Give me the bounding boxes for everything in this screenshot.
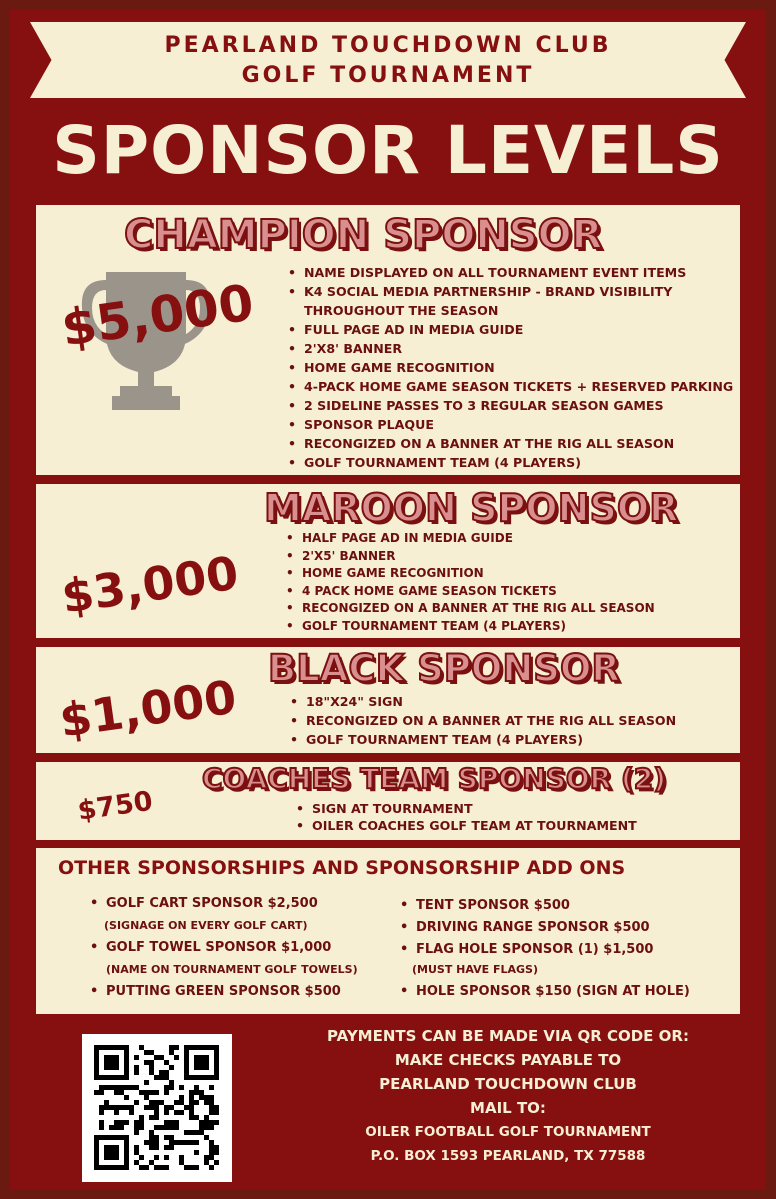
list-item: • RECONGIZED ON A BANNER AT THE RIG ALL SEASON xyxy=(284,600,724,618)
qr-code-pattern xyxy=(82,1034,232,1182)
payment-info xyxy=(278,1024,738,1168)
coaches-benefits xyxy=(294,800,714,834)
maroon-title: MAROON SPONSOR xyxy=(264,486,679,530)
list-item: • RECONGIZED ON A BANNER AT THE RIG ALL SEASON xyxy=(288,711,728,730)
list-item: • 2'X8' BANNER xyxy=(286,339,736,358)
list-item: • GOLF TOWEL SPONSOR $1,000 xyxy=(88,939,388,957)
payment-line: PEARLAND TOUCHDOWN CLUB xyxy=(379,1075,637,1093)
black-benefits xyxy=(288,692,728,749)
black-title: BLACK SPONSOR xyxy=(268,647,620,690)
list-item: • TENT SPONSOR $500 xyxy=(398,895,728,917)
list-item: • GOLF TOURNAMENT TEAM (4 PLAYERS) xyxy=(286,453,736,472)
other-right-list xyxy=(398,895,728,961)
list-item: • 2 SIDELINE PASSES TO 3 REGULAR SEASON GAMES xyxy=(286,396,736,415)
other-right-list-2 xyxy=(398,983,728,1001)
list-item: • HOME GAME RECOGNITION xyxy=(286,358,736,377)
other-left-list-2 xyxy=(88,939,388,957)
list-item: • SPONSOR PLAQUE xyxy=(286,415,736,434)
list-item: • PUTTING GREEN SPONSOR $500 xyxy=(88,983,388,1001)
coaches-price: $750 xyxy=(75,785,155,827)
payment-line: OILER FOOTBALL GOLF TOURNAMENT xyxy=(365,1124,651,1140)
list-item: • GOLF TOURNAMENT TEAM (4 PLAYERS) xyxy=(284,618,724,636)
black-price: $1,000 xyxy=(56,669,240,748)
list-item: • RECONGIZED ON A BANNER AT THE RIG ALL SEASON xyxy=(286,434,736,453)
list-item-cont: THROUGHOUT THE SEASON xyxy=(304,303,499,318)
payment-line: PAYMENTS CAN BE MADE VIA QR CODE OR: xyxy=(327,1027,689,1045)
maroon-price: $3,000 xyxy=(58,545,242,624)
other-left-list-3 xyxy=(88,983,388,1001)
list-item: • GOLF TOURNAMENT TEAM (4 PLAYERS) xyxy=(288,730,728,749)
champion-title: CHAMPION SPONSOR xyxy=(124,212,603,258)
list-item: • HOME GAME RECOGNITION xyxy=(284,565,724,583)
page-title: SPONSOR LEVELS xyxy=(52,112,724,189)
payment-line: MAIL TO: xyxy=(470,1099,546,1117)
list-item-note: (SIGNAGE ON EVERY GOLF CART) xyxy=(104,919,308,932)
champion-price: $5,000 xyxy=(57,273,258,358)
list-item-note: (NAME ON TOURNAMENT GOLF TOWELS) xyxy=(106,963,358,976)
maroon-benefits xyxy=(284,530,724,635)
list-item: • FULL PAGE AD IN MEDIA GUIDE xyxy=(286,320,736,339)
list-item xyxy=(286,282,736,320)
list-item: • DRIVING RANGE SPONSOR $500 xyxy=(398,917,728,939)
list-item: • HOLE SPONSOR $150 (SIGN AT HOLE) xyxy=(398,983,728,1001)
list-item: • OILER COACHES GOLF TEAM AT TOURNAMENT xyxy=(294,817,714,834)
other-left-list xyxy=(88,895,388,913)
list-item-text: K4 SOCIAL MEDIA PARTNERSHIP - BRAND VISIBILITY xyxy=(304,284,673,299)
list-item: • HALF PAGE AD IN MEDIA GUIDE xyxy=(284,530,724,548)
qr-code[interactable] xyxy=(82,1034,232,1182)
list-item: • 4 PACK HOME GAME SEASON TICKETS xyxy=(284,583,724,601)
event-name: GOLF TOURNAMENT xyxy=(241,63,535,88)
list-item: • NAME DISPLAYED ON ALL TOURNAMENT EVENT ITEMS xyxy=(286,263,736,282)
list-item: • SIGN AT TOURNAMENT xyxy=(294,800,714,817)
list-item: • 18"X24" SIGN xyxy=(288,692,728,711)
coaches-title: COACHES TEAM SPONSOR (2) xyxy=(202,762,667,795)
list-item: • 4-PACK HOME GAME SEASON TICKETS + RESERVED PARKING xyxy=(286,377,736,396)
club-name: PEARLAND TOUCHDOWN CLUB xyxy=(164,33,612,58)
list-item-note: (MUST HAVE FLAGS) xyxy=(412,963,539,976)
other-title: OTHER SPONSORSHIPS AND SPONSORSHIP ADD ONS xyxy=(58,857,626,879)
list-item: • 2'X5' BANNER xyxy=(284,548,724,566)
list-item: • GOLF CART SPONSOR $2,500 xyxy=(88,895,388,913)
ribbon-title xyxy=(30,31,746,91)
payment-line: MAKE CHECKS PAYABLE TO xyxy=(394,1051,622,1069)
champion-benefits xyxy=(286,263,736,472)
payment-line: P.O. BOX 1593 PEARLAND, TX 77588 xyxy=(370,1148,646,1164)
list-item: • FLAG HOLE SPONSOR (1) $1,500 xyxy=(398,939,728,961)
